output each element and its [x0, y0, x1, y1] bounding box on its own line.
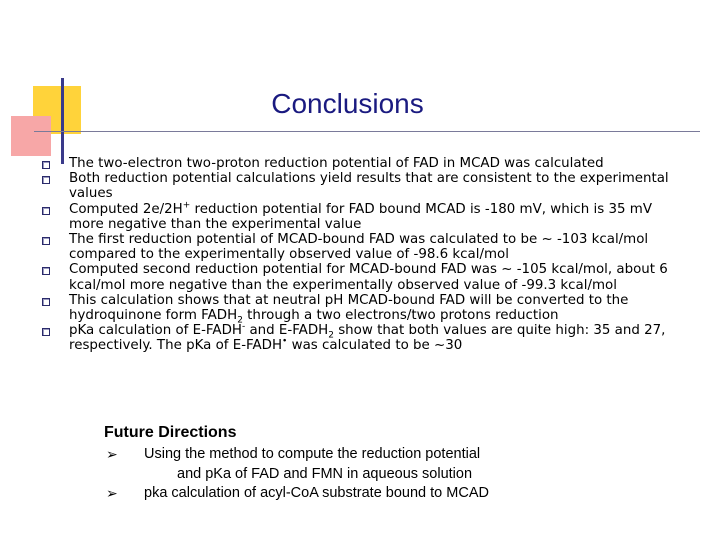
future-directions-heading: Future Directions [104, 424, 237, 441]
future-item-line: Using the method to compute the reduction potential [144, 446, 481, 462]
bullet-text: The first reduction potential of MCAD-bound FAD was calculated to be ~ -103 kcal/mol compared to the experimentally observed value of -98.6 kcal/mol [69, 232, 649, 263]
list-item [38, 202, 678, 232]
square-bullet-icon [42, 298, 50, 306]
list-item [104, 484, 624, 504]
list-item [38, 262, 678, 292]
conclusions-list [38, 156, 678, 354]
list-item [38, 232, 678, 262]
list-item [38, 171, 678, 201]
decorative-horizontal-rule [34, 131, 700, 132]
square-bullet-icon [42, 237, 50, 245]
bullet-text: Computed second reduction potential for MCAD-bound FAD was ~ -105 kcal/mol, about 6 kcal/mol more negative than the experimentally observed value of -99.3 kcal/mol [69, 262, 668, 293]
bullet-text-c: show that both values are quite high: 35 and 27, respectively. The pKa of E-FADH [69, 323, 666, 354]
bullet-subscript: 2 [328, 330, 334, 341]
square-bullet-icon [42, 207, 50, 215]
bullet-superscript: + [182, 200, 191, 211]
future-item-line: and pKa of FAD and FMN in aqueous solution [177, 465, 473, 482]
future-directions-list [104, 445, 624, 504]
list-item [104, 445, 624, 484]
bullet-text: Both reduction potential calculations yield results that are consistent to the experimental values [69, 171, 669, 202]
future-item-line: pka calculation of acyl-CoA substrate bound to MCAD [144, 485, 489, 501]
list-item [38, 323, 678, 353]
bullet-text-b: and E-FADH [245, 323, 329, 339]
square-bullet-icon [42, 161, 50, 169]
slide-title: Conclusions [271, 88, 424, 119]
bullet-text: The two-electron two-proton reduction potential of FAD in MCAD was calculated [69, 156, 604, 171]
square-bullet-icon [42, 267, 50, 275]
list-item [38, 292, 678, 326]
bullet-text-d: was calculated to be ~30 [287, 338, 463, 354]
bullet-text-post: through a two electrons/two protons reduction [242, 308, 559, 324]
bullet-subscript: 2 [237, 315, 243, 326]
bullet-text-a: pKa calculation of E-FADH [69, 323, 242, 339]
bullet-text-pre: This calculation shows that at neutral pH MCAD-bound FAD will be converted to the hydroquinone form FADH [69, 292, 629, 324]
bullet-text-pre: Computed 2e/2H [69, 201, 183, 217]
arrow-bullet-icon: ➢ [106, 485, 118, 501]
square-bullet-icon [42, 176, 50, 184]
square-bullet-icon [42, 328, 50, 336]
bullet-superscript: • [282, 336, 288, 347]
bullet-superscript: - [241, 321, 246, 332]
decorative-red-square [11, 116, 51, 156]
bullet-text-post: reduction potential for FAD bound MCAD is -180 mV, which is 35 mV more negative than the experimental value [69, 201, 652, 232]
arrow-bullet-icon: ➢ [106, 446, 118, 462]
list-item [38, 156, 678, 171]
